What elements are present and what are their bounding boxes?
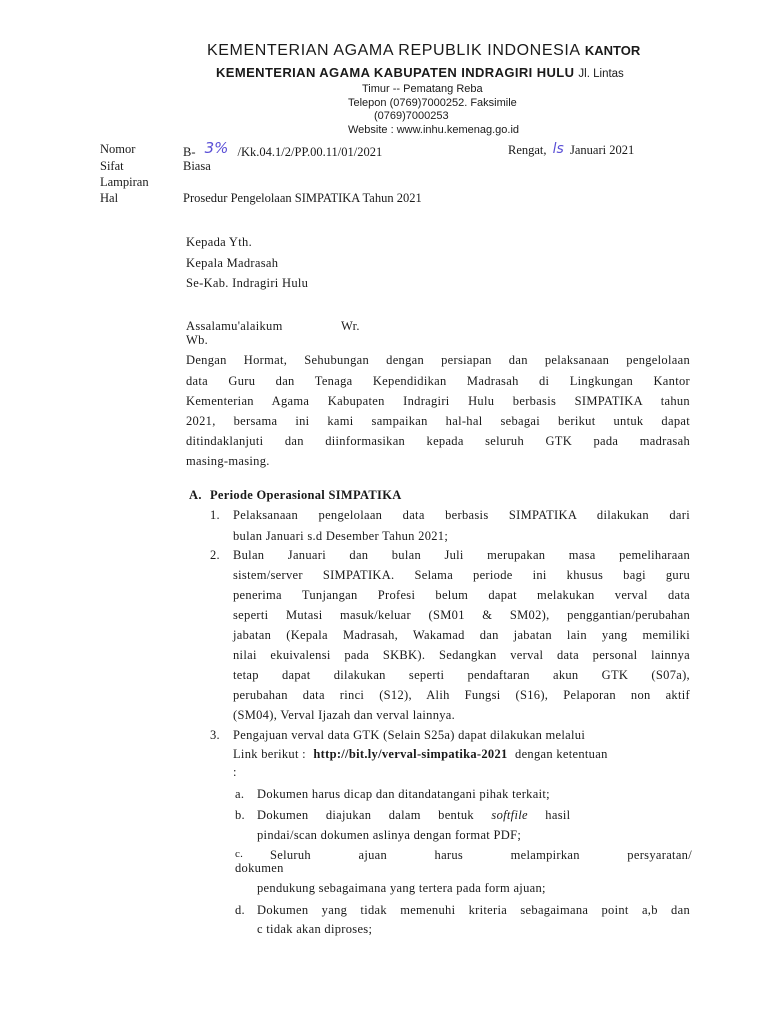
address-start: Jl. Lintas <box>578 68 624 80</box>
handwritten-day: ls <box>552 141 564 157</box>
nomor-label: Nomor <box>100 142 136 156</box>
ministry-name: KEMENTERIAN AGAMA REPUBLIK INDONESIA <box>207 42 580 59</box>
address-line: Timur -- Pematang Reba <box>362 83 483 95</box>
sifat-label: Sifat <box>100 159 124 173</box>
nomor-value: B- 3% /Kk.04.1/2/PP.00.11/01/2021 <box>183 139 383 159</box>
fax-number: (0769)7000253 <box>374 110 449 122</box>
letterhead-line-2 <box>216 65 624 80</box>
lampiran-label: Lampiran <box>100 175 149 189</box>
hal-value: Prosedur Pengelolaan SIMPATIKA Tahun 2021 <box>183 191 422 205</box>
link-line: Link berikut : http://bit.ly/verval-simpatika-2021 dengan ketentuan <box>233 747 608 761</box>
sifat-value: Biasa <box>183 159 211 173</box>
handwritten-number: 3% <box>204 139 229 157</box>
letterhead-line-1 <box>207 42 640 60</box>
website-line: Website : www.inhu.kemenag.go.id <box>348 124 519 136</box>
letter-date: Rengat, ls Januari 2021 <box>508 141 635 157</box>
office-name: KEMENTERIAN AGAMA KABUPATEN INDRAGIRI HULU <box>216 65 575 80</box>
recipient-greeting: Kepada Yth. <box>186 235 253 249</box>
recipient-title: Kepala Madrasah <box>186 256 279 270</box>
hal-label: Hal <box>100 191 119 205</box>
verval-link[interactable]: http://bit.ly/verval-simpatika-2021 <box>313 747 508 761</box>
sub-item-b-line-1: Dokumen diajukan dalam bentuk softfile hasil <box>257 808 571 822</box>
phone-fax-line: Telepon (0769)7000252. Faksimile <box>348 97 517 109</box>
office-word: KANTOR <box>584 43 641 58</box>
recipient-area: Se-Kab. Indragiri Hulu <box>186 276 309 290</box>
section-a-title: Periode Operasional SIMPATIKA <box>210 488 402 502</box>
